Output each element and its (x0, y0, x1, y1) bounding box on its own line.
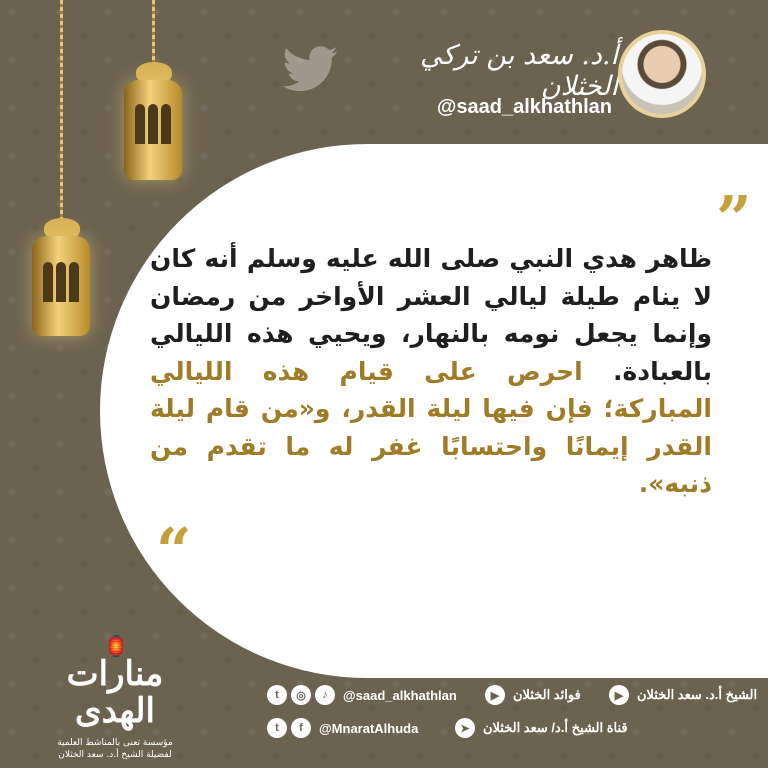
twitter-icon (282, 46, 338, 92)
social-row-2 (267, 718, 418, 738)
youtube-icon[interactable]: ▶ (609, 685, 629, 705)
youtube-channel-sheikh[interactable]: الشيخ أ.د. سعد الخثلان (637, 687, 758, 702)
author-name: أ.د. سعد بن تركي الخثلان (419, 40, 618, 102)
youtube-icon[interactable]: ▶ (485, 685, 505, 705)
quote-open-mark: ” (716, 182, 752, 255)
social-row-1-right (609, 685, 757, 705)
social-row-2-right (455, 718, 628, 738)
lantern-decoration-left (26, 0, 96, 360)
twitter-icon[interactable]: t (267, 685, 287, 705)
facebook-icon[interactable]: f (291, 718, 311, 738)
social-handle-1[interactable]: @saad_alkhathlan (343, 687, 457, 703)
logo-lamp-icon: 🏮 (103, 634, 127, 658)
quote-text (150, 240, 712, 503)
quote-close-mark: “ (156, 514, 192, 587)
tiktok-icon[interactable]: ♪ (315, 685, 335, 705)
telegram-icon[interactable]: ➤ (455, 718, 475, 738)
instagram-icon[interactable]: ◎ (291, 685, 311, 705)
logo-subtitle-2: لفضيلة الشيخ أ.د. سعد الخثلان (58, 749, 172, 760)
social-handle-2[interactable]: @MnaratAlhuda (319, 720, 419, 736)
youtube-channel-fawaid[interactable]: فوائد الخثلان (513, 687, 581, 702)
lantern-decoration-right (118, 0, 188, 200)
avatar (618, 30, 706, 118)
quote-text-highlight: احرص على قيام هذه الليالي المباركة؛ فإن فيها ليلة القدر، و«من قام ليلة القدر إيمانًا واحتسابًا غفر له ما تقدم من ذنبه». (150, 356, 712, 498)
logo-title: منارات الهدى (66, 654, 164, 732)
quote-text-main: ظاهر هدي النبي صلى الله عليه وسلم أنه كان لا ينام طيلة ليالي العشر الأواخر من رمضان وإنما يجعل نومه بالنهار، ويحيي هذه الليالي بالعبادة. (150, 244, 712, 386)
telegram-channel[interactable]: قناة الشيخ أ.د/ سعد الخثلان (483, 720, 628, 735)
social-row-1 (267, 685, 457, 705)
author-handle[interactable]: @saad_alkhathlan (436, 96, 612, 118)
brand-logo (40, 636, 190, 761)
social-row-1-mid (485, 685, 581, 705)
twitter-icon[interactable]: t (267, 718, 287, 738)
logo-subtitle-1: مؤسسة تعنى بالمناشط العلمية (57, 737, 173, 748)
